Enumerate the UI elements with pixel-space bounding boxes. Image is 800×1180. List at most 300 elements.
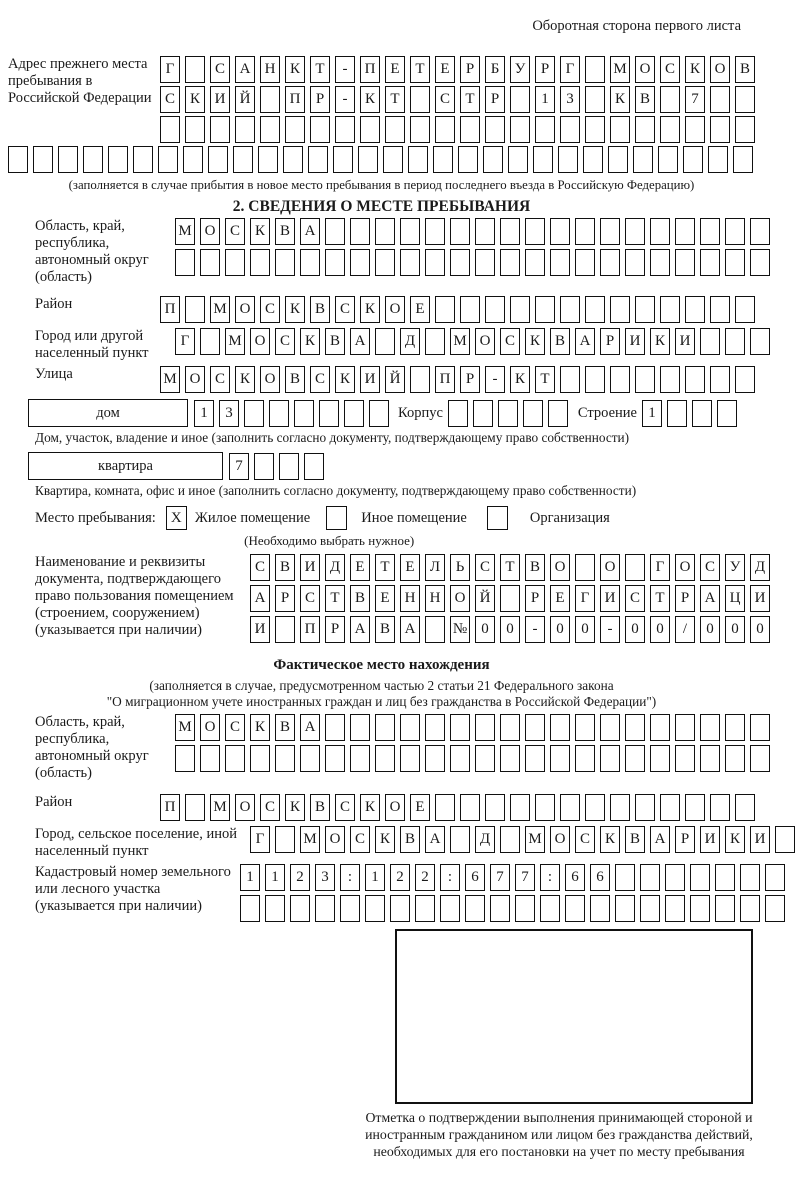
fact-region-grid-row-1 xyxy=(175,714,770,741)
grid-cell: М xyxy=(160,366,180,393)
apartment-caption: Квартира, комната, офис и иное (заполнить согласно документу, подтверждающему право собственности) xyxy=(35,483,637,498)
grid-cell xyxy=(483,146,503,173)
grid-cell xyxy=(350,218,370,245)
grid-cell xyxy=(269,400,289,427)
grid-cell: Р xyxy=(460,56,480,83)
grid-cell xyxy=(585,86,605,113)
grid-cell xyxy=(425,328,445,355)
grid-cell: П xyxy=(300,616,320,643)
grid-cell xyxy=(600,745,620,772)
grid-cell xyxy=(725,328,745,355)
grid-cell xyxy=(283,146,303,173)
grid-cell: И xyxy=(750,826,770,853)
grid-cell: С xyxy=(225,714,245,741)
grid-cell: С xyxy=(260,296,280,323)
grid-cell: Г xyxy=(575,585,595,612)
grid-cell xyxy=(425,714,445,741)
grid-cell xyxy=(750,745,770,772)
grid-cell: : xyxy=(440,864,460,891)
grid-cell: 2 xyxy=(390,864,410,891)
grid-cell xyxy=(583,146,603,173)
grid-cell xyxy=(608,146,628,173)
grid-cell: И xyxy=(300,554,320,581)
grid-cell xyxy=(700,249,720,276)
grid-cell: Е xyxy=(350,554,370,581)
cadastre-grid xyxy=(240,864,785,922)
grid-cell: И xyxy=(250,616,270,643)
grid-cell xyxy=(344,400,364,427)
grid-cell xyxy=(265,895,285,922)
grid-cell xyxy=(660,366,680,393)
stroenie-label: Строение xyxy=(577,404,637,421)
grid-cell xyxy=(240,895,260,922)
grid-cell: В xyxy=(350,585,370,612)
grid-cell: С xyxy=(350,826,370,853)
grid-cell: В xyxy=(310,794,330,821)
grid-cell xyxy=(640,864,660,891)
street-row xyxy=(35,366,755,393)
stamp-area xyxy=(8,929,755,1160)
grid-cell: А xyxy=(350,616,370,643)
region-grid-row-1 xyxy=(175,218,770,245)
grid-cell xyxy=(575,249,595,276)
grid-cell xyxy=(710,366,730,393)
grid-cell xyxy=(260,116,280,143)
grid-cell xyxy=(83,146,103,173)
grid-cell xyxy=(475,249,495,276)
grid-cell xyxy=(304,453,324,480)
grid-cell: Т xyxy=(460,86,480,113)
fact-note-1: (заполняется в случае, предусмотренном частью 2 статьи 21 Федерального закона xyxy=(149,678,614,693)
grid-cell: С xyxy=(260,794,280,821)
grid-cell xyxy=(640,895,660,922)
grid-cell: К xyxy=(285,56,305,83)
grid-cell: И xyxy=(625,328,645,355)
grid-cell: А xyxy=(575,328,595,355)
grid-cell: О xyxy=(260,366,280,393)
prev-address-block xyxy=(8,56,755,143)
grid-cell xyxy=(717,400,737,427)
grid-cell: В xyxy=(400,826,420,853)
document-row xyxy=(35,554,766,643)
grid-cell xyxy=(250,249,270,276)
grid-cell: К xyxy=(250,714,270,741)
grid-cell: П xyxy=(360,56,380,83)
grid-cell xyxy=(565,895,585,922)
grid-cell xyxy=(710,794,730,821)
grid-cell: О xyxy=(635,56,655,83)
prev-address-rows xyxy=(160,56,755,143)
grid-cell: С xyxy=(160,86,180,113)
grid-cell xyxy=(715,864,735,891)
grid-cell xyxy=(210,116,230,143)
region-grid-row-2 xyxy=(175,249,770,276)
grid-cell: С xyxy=(575,826,595,853)
grid-cell: С xyxy=(310,366,330,393)
grid-cell xyxy=(410,366,430,393)
stay-type-label: Место пребывания: xyxy=(35,509,156,526)
fact-district-grid-row xyxy=(160,794,755,821)
grid-cell xyxy=(473,400,493,427)
grid-cell xyxy=(710,296,730,323)
grid-cell: Р xyxy=(675,585,695,612)
grid-cell: Д xyxy=(325,554,345,581)
grid-cell xyxy=(235,116,255,143)
grid-cell xyxy=(200,328,220,355)
grid-cell: Г xyxy=(175,328,195,355)
grid-cell xyxy=(715,895,735,922)
grid-cell xyxy=(350,249,370,276)
grid-cell: С xyxy=(335,794,355,821)
grid-cell xyxy=(735,86,755,113)
grid-cell xyxy=(765,895,785,922)
grid-cell xyxy=(325,249,345,276)
grid-cell: Р xyxy=(485,86,505,113)
grid-cell xyxy=(560,296,580,323)
grid-cell: 0 xyxy=(550,616,570,643)
grid-cell xyxy=(690,864,710,891)
grid-cell xyxy=(650,745,670,772)
grid-cell xyxy=(610,366,630,393)
grid-cell: Р xyxy=(310,86,330,113)
grid-cell xyxy=(710,116,730,143)
grid-cell: К xyxy=(250,218,270,245)
grid-cell xyxy=(8,146,28,173)
grid-cell xyxy=(650,714,670,741)
grid-cell: Р xyxy=(675,826,695,853)
grid-cell xyxy=(450,218,470,245)
grid-cell: И xyxy=(210,86,230,113)
stay-option-checkbox-residential: X xyxy=(166,506,187,530)
grid-cell: О xyxy=(385,296,405,323)
grid-cell: К xyxy=(335,366,355,393)
grid-cell xyxy=(650,218,670,245)
grid-cell: К xyxy=(610,86,630,113)
grid-cell: С xyxy=(435,86,455,113)
grid-cell: С xyxy=(475,554,495,581)
grid-cell: С xyxy=(625,585,645,612)
grid-cell xyxy=(685,296,705,323)
stamp-caption: Отметка о подтверждении выполнения принимающей стороной и иностранным гражданином или лицом без гражданства действий, необходимых для его постановки на учет по месту пребывания xyxy=(365,1110,753,1159)
grid-cell: 0 xyxy=(625,616,645,643)
grid-cell xyxy=(279,453,299,480)
grid-cell xyxy=(460,296,480,323)
fact-region-row xyxy=(35,714,755,782)
grid-cell xyxy=(560,366,580,393)
grid-cell xyxy=(460,794,480,821)
grid-cell: 0 xyxy=(500,616,520,643)
grid-cell xyxy=(500,218,520,245)
grid-cell: А xyxy=(350,328,370,355)
grid-cell: М xyxy=(175,218,195,245)
grid-cell: И xyxy=(600,585,620,612)
grid-cell: 0 xyxy=(475,616,495,643)
grid-cell: - xyxy=(485,366,505,393)
grid-cell xyxy=(740,895,760,922)
grid-cell xyxy=(510,794,530,821)
grid-cell xyxy=(369,400,389,427)
grid-cell: К xyxy=(235,366,255,393)
grid-cell: С xyxy=(335,296,355,323)
grid-cell xyxy=(258,146,278,173)
grid-cell xyxy=(358,146,378,173)
cadastre-label: Кадастровый номер земельного или лесного участка (указывается при наличии) xyxy=(35,864,231,914)
grid-cell xyxy=(525,745,545,772)
grid-cell xyxy=(560,794,580,821)
grid-cell xyxy=(290,895,310,922)
grid-cell: 0 xyxy=(650,616,670,643)
grid-cell xyxy=(275,826,295,853)
grid-cell: О xyxy=(200,218,220,245)
grid-cell: К xyxy=(725,826,745,853)
grid-cell: 6 xyxy=(465,864,485,891)
grid-cell: 7 xyxy=(490,864,510,891)
grid-cell xyxy=(160,116,180,143)
grid-cell: 7 xyxy=(515,864,535,891)
grid-cell xyxy=(700,714,720,741)
grid-cell xyxy=(610,794,630,821)
prev-address-grid-row-3 xyxy=(160,116,755,143)
grid-cell xyxy=(500,714,520,741)
grid-cell xyxy=(485,794,505,821)
grid-cell: С xyxy=(660,56,680,83)
region-label: Область, край, республика, автономный округ (область) xyxy=(35,218,149,285)
grid-cell xyxy=(158,146,178,173)
grid-cell: О xyxy=(550,554,570,581)
grid-cell: И xyxy=(360,366,380,393)
grid-cell xyxy=(585,116,605,143)
fact-city-grid-row xyxy=(250,826,795,853)
grid-cell: Й xyxy=(475,585,495,612)
grid-cell xyxy=(448,400,468,427)
grid-cell: Т xyxy=(375,554,395,581)
grid-cell: К xyxy=(510,366,530,393)
grid-cell xyxy=(510,116,530,143)
grid-cell: А xyxy=(300,218,320,245)
document-label: Наименование и реквизиты документа, подтверждающего право пользования помещением (строением, сооружением) (указывается при наличии) xyxy=(35,554,234,638)
fact-district-row xyxy=(35,794,755,821)
grid-cell xyxy=(575,714,595,741)
grid-cell xyxy=(625,554,645,581)
grid-cell: П xyxy=(285,86,305,113)
grid-cell: 1 xyxy=(642,400,662,427)
grid-cell xyxy=(375,745,395,772)
document-grid-row-2 xyxy=(250,585,770,612)
grid-cell xyxy=(725,218,745,245)
grid-cell xyxy=(733,146,753,173)
grid-cell: Д xyxy=(475,826,495,853)
corner-note: Оборотная сторона первого листа xyxy=(532,18,741,34)
grid-cell: 6 xyxy=(590,864,610,891)
grid-cell xyxy=(500,585,520,612)
grid-cell: У xyxy=(510,56,530,83)
grid-cell: А xyxy=(425,826,445,853)
grid-cell xyxy=(610,296,630,323)
grid-cell: С xyxy=(225,218,245,245)
grid-cell xyxy=(665,864,685,891)
grid-cell xyxy=(735,366,755,393)
grid-cell: В xyxy=(550,328,570,355)
grid-cell xyxy=(535,296,555,323)
grid-cell: А xyxy=(235,56,255,83)
grid-cell: 0 xyxy=(700,616,720,643)
grid-cell xyxy=(450,249,470,276)
grid-cell xyxy=(435,296,455,323)
grid-cell: О xyxy=(475,328,495,355)
grid-cell xyxy=(440,895,460,922)
grid-cell xyxy=(425,616,445,643)
grid-cell xyxy=(600,714,620,741)
grid-cell: - xyxy=(600,616,620,643)
grid-cell: В xyxy=(635,86,655,113)
grid-cell: - xyxy=(525,616,545,643)
grid-cell xyxy=(340,895,360,922)
grid-cell xyxy=(550,714,570,741)
grid-cell xyxy=(425,249,445,276)
grid-cell xyxy=(175,745,195,772)
grid-cell: 3 xyxy=(219,400,239,427)
grid-cell xyxy=(775,826,795,853)
grid-cell: В xyxy=(285,366,305,393)
grid-cell xyxy=(558,146,578,173)
grid-cell: Г xyxy=(650,554,670,581)
grid-cell: В xyxy=(275,714,295,741)
grid-cell: К xyxy=(375,826,395,853)
grid-cell xyxy=(550,218,570,245)
grid-cell xyxy=(523,400,543,427)
grid-cell: С xyxy=(210,366,230,393)
grid-cell: Е xyxy=(435,56,455,83)
grid-cell: И xyxy=(700,826,720,853)
grid-cell xyxy=(625,745,645,772)
document-grid xyxy=(250,554,770,643)
prev-address-grid-row-4 xyxy=(8,146,755,173)
grid-cell: 0 xyxy=(725,616,745,643)
grid-cell xyxy=(375,249,395,276)
grid-cell xyxy=(490,895,510,922)
grid-cell xyxy=(294,400,314,427)
grid-cell xyxy=(465,895,485,922)
grid-cell xyxy=(300,745,320,772)
grid-cell xyxy=(308,146,328,173)
grid-cell xyxy=(450,714,470,741)
grid-cell: П xyxy=(435,366,455,393)
grid-cell: М xyxy=(175,714,195,741)
grid-cell xyxy=(690,895,710,922)
grid-cell xyxy=(475,714,495,741)
grid-cell xyxy=(360,116,380,143)
grid-cell xyxy=(400,745,420,772)
grid-cell xyxy=(635,794,655,821)
grid-cell xyxy=(333,146,353,173)
grid-cell: Й xyxy=(385,366,405,393)
grid-cell xyxy=(735,794,755,821)
grid-cell xyxy=(385,116,405,143)
district-label: Район xyxy=(35,296,73,312)
grid-cell: К xyxy=(300,328,320,355)
grid-cell: Г xyxy=(160,56,180,83)
grid-cell: В xyxy=(625,826,645,853)
fact-title: Фактическое место нахождения xyxy=(273,657,490,673)
grid-cell xyxy=(667,400,687,427)
grid-cell xyxy=(350,714,370,741)
grid-cell xyxy=(275,249,295,276)
grid-cell xyxy=(675,745,695,772)
grid-cell xyxy=(600,218,620,245)
grid-cell xyxy=(133,146,153,173)
grid-cell: О xyxy=(385,794,405,821)
grid-cell: Н xyxy=(260,56,280,83)
grid-cell: Ц xyxy=(725,585,745,612)
grid-cell xyxy=(285,116,305,143)
grid-cell xyxy=(750,249,770,276)
stay-type-note: (Необходимо выбрать нужное) xyxy=(244,533,415,548)
grid-cell xyxy=(585,366,605,393)
grid-cell xyxy=(635,296,655,323)
grid-cell: К xyxy=(360,86,380,113)
grid-cell: О xyxy=(675,554,695,581)
grid-cell xyxy=(244,400,264,427)
grid-cell xyxy=(260,86,280,113)
grid-cell: О xyxy=(235,794,255,821)
stay-option-checkbox-other xyxy=(326,506,347,530)
grid-cell: 1 xyxy=(240,864,260,891)
grid-cell: Р xyxy=(275,585,295,612)
grid-cell: В xyxy=(275,218,295,245)
grid-cell xyxy=(708,146,728,173)
grid-cell xyxy=(685,116,705,143)
grid-cell: 0 xyxy=(750,616,770,643)
grid-cell xyxy=(375,714,395,741)
grid-cell: 7 xyxy=(685,86,705,113)
grid-cell xyxy=(233,146,253,173)
grid-cell xyxy=(610,116,630,143)
grid-cell xyxy=(375,328,395,355)
grid-cell: А xyxy=(300,714,320,741)
grid-cell xyxy=(750,328,770,355)
grid-cell xyxy=(433,146,453,173)
grid-cell xyxy=(575,554,595,581)
grid-cell xyxy=(635,366,655,393)
grid-cell: Д xyxy=(750,554,770,581)
grid-cell: Е xyxy=(375,585,395,612)
grid-cell xyxy=(510,296,530,323)
grid-cell xyxy=(225,249,245,276)
grid-cell: 6 xyxy=(565,864,585,891)
grid-cell xyxy=(735,116,755,143)
grid-cell xyxy=(450,745,470,772)
district-row xyxy=(35,296,755,323)
grid-cell: П xyxy=(160,794,180,821)
grid-cell xyxy=(515,895,535,922)
korpus-grid xyxy=(448,400,568,427)
grid-cell: Е xyxy=(385,56,405,83)
grid-cell xyxy=(383,146,403,173)
grid-cell xyxy=(533,146,553,173)
grid-cell: Т xyxy=(310,56,330,83)
grid-cell: 2 xyxy=(415,864,435,891)
grid-cell xyxy=(185,296,205,323)
grid-cell xyxy=(510,86,530,113)
grid-cell: К xyxy=(285,296,305,323)
grid-cell: Т xyxy=(650,585,670,612)
grid-cell: - xyxy=(335,56,355,83)
city-grid-row xyxy=(175,328,770,355)
grid-cell: Т xyxy=(500,554,520,581)
grid-cell: О xyxy=(450,585,470,612)
house-number-grid xyxy=(194,400,389,427)
grid-cell xyxy=(475,745,495,772)
